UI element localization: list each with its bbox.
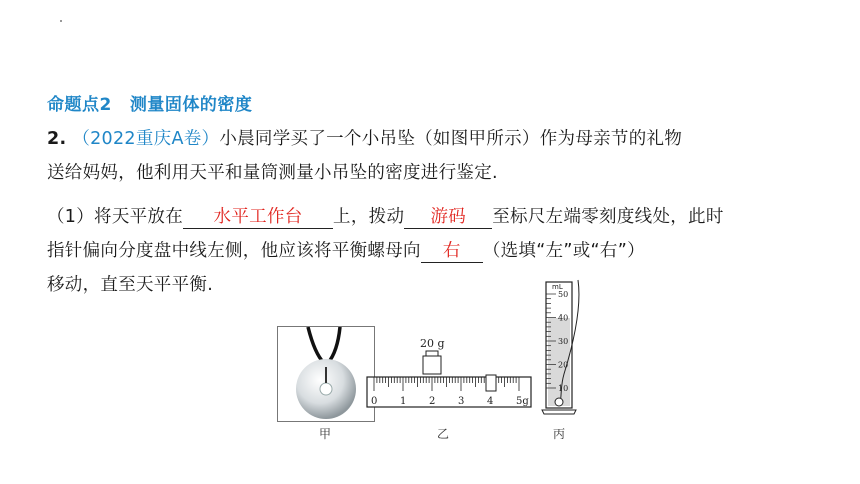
part1-mid1: 上，拨动 (333, 207, 405, 227)
part1-line3: 移动，直至天平平衡. (47, 275, 214, 295)
figure-bing-graduated-cylinder (538, 278, 586, 418)
question-part-1 (47, 200, 817, 302)
caption-jia: 甲 (319, 427, 332, 441)
heading-label: 命题点2 (47, 95, 112, 115)
figure-jia-pendant (277, 326, 378, 422)
stem-line-1: 小晨同学买了一个小吊坠（如图甲所示）作为母亲节的礼物 (219, 129, 683, 149)
cylinder-tick-label: 40 (558, 313, 569, 323)
caption-bing: 丙 (553, 427, 566, 441)
cylinder-tick-label: 10 (558, 384, 569, 393)
caption-yi: 乙 (437, 427, 450, 441)
scale-illustration (366, 335, 532, 413)
scale-tick-label: 2 (429, 396, 436, 407)
cylinder-illustration (538, 278, 586, 418)
scale-tick-label: 3 (458, 396, 465, 407)
question-source: （2022重庆A卷） (72, 129, 220, 149)
part1-line2-prefix: 指针偏向分度盘中线左侧，他应该将平衡螺母向 (47, 241, 421, 261)
cylinder-tick-label: 50 (558, 290, 569, 299)
answer-blank-2: 游码 (404, 206, 492, 229)
scale-tick-label: 0 (371, 396, 378, 407)
answer-blank-1: 水平工作台 (183, 206, 333, 229)
scale-tick-label: 5g (516, 396, 529, 407)
stem-line-2: 送给妈妈，他利用天平和量筒测量小吊坠的密度进行鉴定. (47, 163, 498, 183)
cylinder-tick-label: 30 (558, 337, 569, 346)
scale-tick-label: 1 (400, 396, 407, 407)
heading-title: 测量固体的密度 (129, 95, 253, 115)
part1-line2-suffix: （选填“左”或“右”） (482, 241, 645, 261)
question-stem (47, 122, 817, 190)
question-number: 2. (47, 129, 67, 149)
section-heading (47, 90, 252, 115)
part1-prefix: （1）将天平放在 (47, 207, 184, 227)
pendant-illustration (278, 327, 374, 421)
corner-dot (60, 20, 62, 22)
part1-mid2: 至标尺左端零刻度线处，此时 (492, 207, 724, 227)
scale-tick-label: 4 (487, 396, 494, 407)
weight-label: 20 g (420, 337, 445, 350)
cylinder-unit: mL (552, 283, 563, 291)
answer-blank-3: 右 (421, 240, 483, 263)
cylinder-tick-label: 20 (558, 360, 569, 370)
figure-yi-balance-scale (366, 335, 532, 413)
